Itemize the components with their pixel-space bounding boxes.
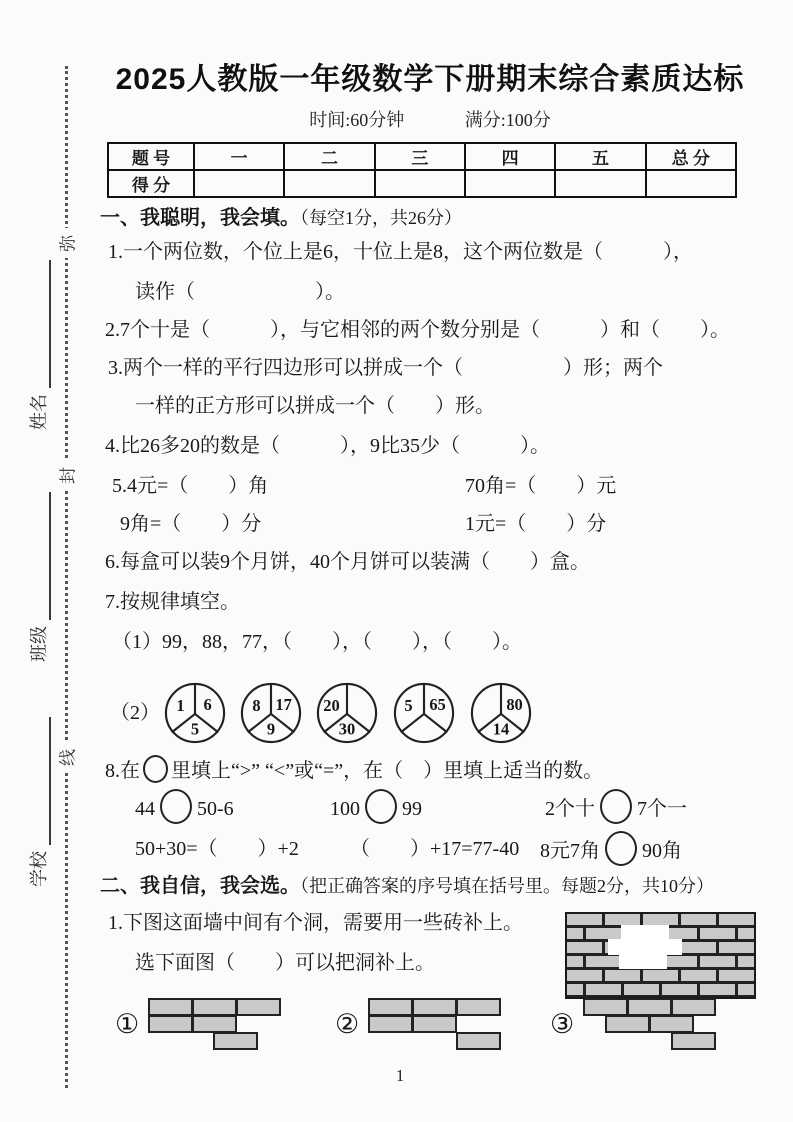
section-2-question-1-line-2: 选下面图（ ）可以把洞补上。: [135, 952, 435, 974]
name-field: [29, 230, 51, 430]
q8-item-2: 100 99: [330, 789, 422, 827]
svg-text:17: 17: [275, 695, 292, 715]
number-circle-figure-2: [240, 682, 302, 744]
question-4: 4.比26多20的数是（ ），9比35少（ ）。: [105, 435, 550, 457]
q8-item-3: 2个十 7个一: [545, 789, 687, 827]
number-circle-figure-5: [470, 682, 532, 744]
score-table-col-4: 四: [465, 143, 555, 170]
q8-item-6: 8元7角 90角: [540, 831, 682, 869]
question-5-row-1: 5.4元=（ ）角 70角=（ ）元: [112, 475, 617, 497]
question-3-line-1: 3.两个一样的平行四边形可以拼成一个（ ）形；两个: [108, 357, 663, 379]
question-7: 7.按规律填空。: [105, 591, 240, 613]
name-fill-line: [35, 260, 51, 388]
q8-item-1: 44 50-6: [135, 789, 234, 827]
svg-text:8: 8: [252, 696, 261, 716]
section-2-options: [100, 996, 772, 1056]
question-5-row-2: 9角=（ ）分 1元=（ ）分: [120, 513, 607, 535]
svg-text:1: 1: [176, 696, 185, 716]
page-number: 1: [395, 1066, 405, 1085]
question-6: 6.每盒可以装9个月饼，40个月饼可以装满（ ）盒。: [105, 551, 590, 573]
score-cell: [646, 170, 736, 197]
score-cell: [465, 170, 555, 197]
number-circle-figure-4: [393, 682, 455, 744]
exam-meta: [100, 106, 760, 132]
class-field-label: 班级: [29, 626, 49, 662]
school-field-label: 学校: [29, 851, 49, 887]
class-field: [29, 462, 51, 662]
section-1-heading: 一、我聪明，我会填。（每空1分，共26分）: [100, 207, 462, 229]
question-7-1: （1）99，88，77，（ ），（ ），（ ）。: [112, 631, 522, 653]
class-fill-line: [35, 492, 51, 620]
section-2-question-1-line-1: 1.下图这面墙中间有个洞，需要用一些砖补上。: [108, 912, 523, 934]
score-cell: [375, 170, 465, 197]
seal-char-3: 线: [52, 742, 81, 772]
section-2-heading: 二、我自信，我会选。（把正确答案的序号填在括号里。每题2分，共10分）: [100, 875, 714, 897]
option-2-label: ②: [335, 1009, 360, 1039]
exam-time: 时间:60分钟: [309, 110, 405, 130]
question-2: 2.7个十是（ ），与它相邻的两个数分别是（ ）和（ ）。: [105, 319, 730, 341]
comparison-circle-icon: [600, 789, 632, 824]
option-1-label: ①: [115, 1009, 140, 1039]
brick-wall-figure: [565, 912, 757, 1000]
question-7-2: [100, 680, 772, 746]
q8-item-5: （ ）+17=77-40: [350, 838, 520, 860]
question-8-row-1: [100, 789, 772, 825]
school-field: [29, 687, 51, 887]
score-table-col-5: 五: [555, 143, 645, 170]
number-circle-figure-1: [164, 682, 226, 744]
question-7-2-label: （2）: [110, 702, 160, 724]
score-cell: [194, 170, 284, 197]
score-cell: [555, 170, 645, 197]
comparison-circle-icon: [605, 831, 637, 866]
score-cell: [284, 170, 374, 197]
comparison-circle-icon: [143, 755, 168, 783]
svg-text:80: 80: [506, 695, 523, 715]
svg-text:6: 6: [203, 695, 212, 715]
name-field-label: 姓名: [29, 394, 49, 430]
option-1-figure: [148, 998, 288, 1054]
svg-text:5: 5: [404, 696, 413, 716]
seal-char-1: 弥: [52, 228, 81, 258]
score-table: [107, 142, 737, 198]
comparison-circle-icon: [365, 789, 397, 824]
question-3-line-2: 一样的正方形可以拼成一个（ ）形。: [135, 395, 495, 417]
question-8-row-2: [100, 831, 772, 867]
svg-text:5: 5: [190, 719, 200, 739]
svg-text:65: 65: [429, 695, 446, 715]
option-2-figure: [368, 998, 508, 1054]
question-1-line-1: 1.一个两位数，个位上是6，十位上是8，这个两位数是（ ），: [108, 241, 693, 263]
number-circle-figure-3: [316, 682, 378, 744]
school-fill-line: [35, 717, 51, 845]
exam-full-score: 满分:100分: [464, 110, 551, 130]
score-table-qnum-label: 题 号: [108, 143, 194, 170]
score-table-col-2: 二: [284, 143, 374, 170]
seal-char-2: 封: [52, 460, 81, 490]
option-3-label: ③: [550, 1009, 575, 1039]
svg-text:14: 14: [492, 719, 510, 739]
option-3-figure: [583, 998, 723, 1054]
svg-text:30: 30: [338, 719, 356, 739]
question-8-heading: 8.在 里填上“>” “<”或“=”，在（ ）里填上适当的数。: [100, 755, 772, 785]
q8-item-4: 50+30=（ ）+2: [135, 838, 299, 860]
question-1-line-2: 读作（ ）。: [135, 281, 345, 303]
score-table-col-3: 三: [375, 143, 465, 170]
score-table-col-1: 一: [194, 143, 284, 170]
svg-text:9: 9: [266, 719, 276, 739]
comparison-circle-icon: [160, 789, 192, 824]
svg-text:20: 20: [323, 696, 340, 716]
score-table-score-label: 得 分: [108, 170, 194, 197]
exam-title: 2025人教版一年级数学下册期末综合素质达标: [115, 63, 745, 96]
score-table-col-total: 总 分: [646, 143, 736, 170]
seal-dotted-line: [65, 66, 68, 1088]
